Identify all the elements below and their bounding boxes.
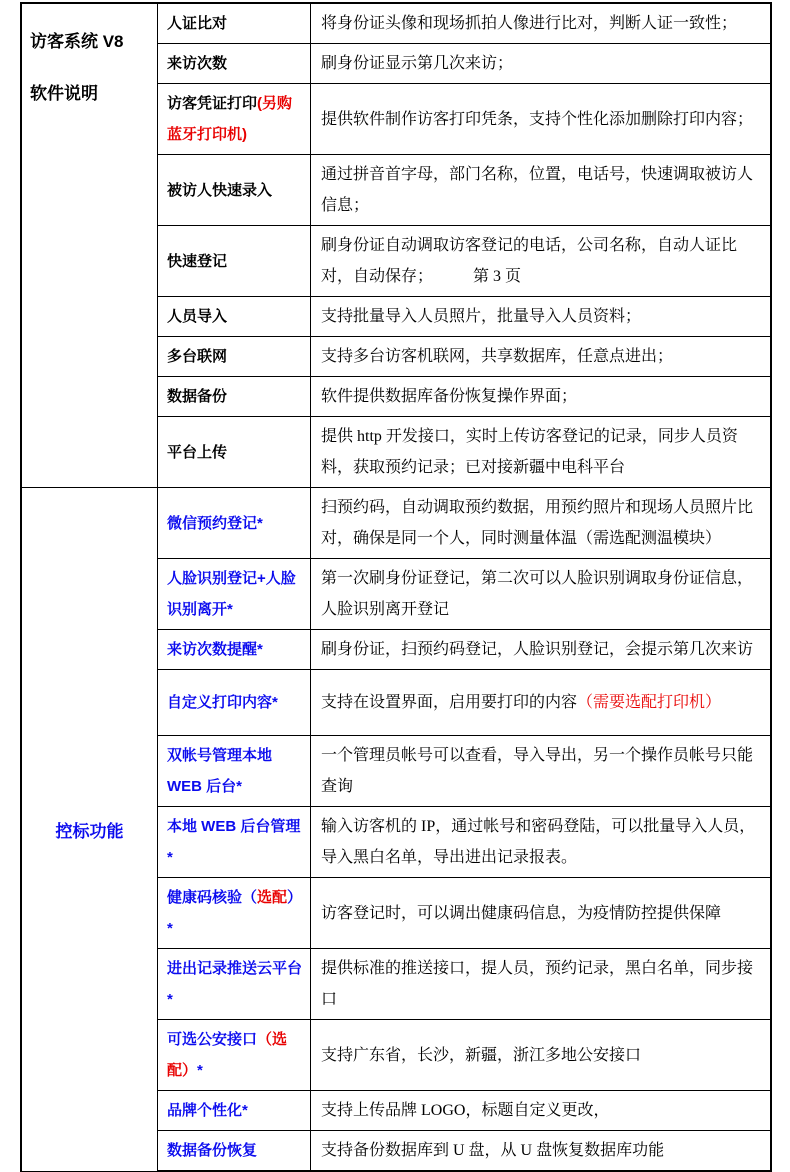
feature-desc-cell [311, 1131, 772, 1172]
feature-desc-cell [311, 1091, 772, 1131]
text-part: 第一次刷身份证登记，第二次可以人脸识别调取身份证信息，人脸识别离开登记 [321, 570, 754, 618]
text-part: 选配 [257, 889, 288, 906]
feature-name-cell [158, 1020, 311, 1091]
feature-desc-cell [311, 559, 772, 630]
text-part: 人脸识别登记+人脸识别离开* [167, 570, 296, 618]
feature-desc-cell [311, 949, 772, 1020]
text-part: 通过拼音首字母，部门名称，位置，电话号，快速调取被访人信息； [321, 166, 754, 214]
feature-name-cell [158, 736, 311, 807]
feature-name-cell [158, 3, 311, 44]
text-part: 品牌个性化* [167, 1102, 248, 1119]
feature-desc-cell [311, 670, 772, 736]
feature-desc-cell [311, 736, 772, 807]
feature-name-cell [158, 807, 311, 878]
feature-desc-cell [311, 84, 772, 155]
visitor-system-spec-table [20, 2, 772, 1172]
text-part: 双帐号管理本地 WEB 后台* [167, 747, 273, 795]
feature-name-cell [158, 630, 311, 670]
table-row [21, 488, 771, 559]
feature-name-cell [158, 297, 311, 337]
feature-desc-cell [311, 377, 772, 417]
section-title-line: 控标功能 [55, 821, 124, 841]
feature-name-cell [158, 417, 311, 488]
feature-desc-cell [311, 488, 772, 559]
text-part: * [197, 1062, 203, 1079]
section-header-control-features [21, 488, 158, 1172]
text-part: 刷身份证自动调取访客登记的电话，公司名称，自动人证比对，自动保存； 第 3 页 [321, 237, 738, 285]
text-part: 多台联网 [167, 348, 228, 365]
feature-name-cell [158, 226, 311, 297]
text-part: 数据备份 [167, 388, 228, 405]
feature-desc-cell [311, 630, 772, 670]
feature-desc-cell [311, 226, 772, 297]
text-part: 支持多台访客机联网，共享数据库，任意点进出； [321, 348, 674, 365]
text-part: 数据备份恢复 [167, 1142, 258, 1159]
text-part: 输入访客机的 IP，通过帐号和密码登陆，可以批量导入人员，导入黑白名单，导出进出记录报表。 [321, 818, 756, 866]
text-part: 来访次数 [167, 55, 228, 72]
text-part: 刷身份证显示第几次来访； [321, 55, 514, 72]
text-part: 平台上传 [167, 443, 228, 461]
spec-table-body [21, 3, 771, 1171]
table-row [21, 3, 771, 44]
feature-name-cell [158, 337, 311, 377]
text-part: 微信预约登记* [167, 514, 263, 532]
text-part: 刷身份证，扫预约码登记，人脸识别登记，会提示第几次来访 [321, 641, 754, 658]
section-title-line: 访客系统 V8 [30, 32, 124, 51]
text-part: (另购蓝牙打印机) [167, 95, 293, 143]
feature-desc-cell [311, 1020, 772, 1091]
text-part: 扫预约码，自动调取预约数据，用预约照片和现场人员照片比对，确保是同一个人，同时测量体温（需选配测温模块） [321, 499, 754, 547]
feature-desc-cell [311, 297, 772, 337]
feature-desc-cell [311, 155, 772, 226]
section-title-line: 软件说明 [30, 84, 98, 103]
text-part: 支持备份数据库到 U 盘，从 U 盘恢复数据库功能 [321, 1142, 665, 1159]
feature-name-cell [158, 559, 311, 630]
feature-name-cell [158, 377, 311, 417]
text-part: 访客凭证打印 [167, 95, 258, 112]
feature-name-cell [158, 949, 311, 1020]
text-part: 将身份证头像和现场抓拍人像进行比对，判断人证一致性； [321, 15, 738, 32]
text-part: 本地 WEB 后台管理* [167, 818, 301, 866]
feature-desc-cell [311, 417, 772, 488]
text-part: 支持上传品牌 LOGO，标题自定义更改， [321, 1102, 610, 1119]
feature-desc-cell [311, 337, 772, 377]
text-part: 健康码核验（ [167, 889, 258, 906]
text-part: （选配） [167, 1031, 288, 1079]
text-part: 人证比对 [167, 15, 228, 32]
text-part: 支持批量导入人员照片，批量导入人员资料； [321, 308, 642, 325]
text-part: 提供 http 开发接口，实时上传访客登记的记录，同步人员资料，获取预约记录；已对接新疆中电科平台 [321, 428, 738, 476]
text-part: 可选公安接口 [167, 1031, 258, 1048]
feature-name-cell [158, 1091, 311, 1131]
text-part: 支持广东省，长沙，新疆，浙江多地公安接口 [321, 1046, 642, 1064]
feature-name-cell [158, 155, 311, 226]
text-part: 自定义打印内容* [167, 694, 278, 711]
text-part: 一个管理员帐号可以查看，导入导出，另一个操作员帐号只能查询 [321, 747, 754, 795]
feature-desc-cell [311, 807, 772, 878]
text-part: 提供标准的推送接口，提人员，预约记录，黑白名单，同步接口 [321, 960, 754, 1008]
text-part: 软件提供数据库备份恢复操作界面； [321, 388, 578, 405]
text-part: 人员导入 [167, 308, 228, 325]
text-part: ）* [167, 889, 303, 937]
feature-name-cell [158, 1131, 311, 1172]
feature-desc-cell [311, 3, 772, 44]
text-part: 访客登记时，可以调出健康码信息，为疫情防控提供保障 [321, 904, 722, 922]
feature-name-cell [158, 878, 311, 949]
text-part: 被访人快速录入 [167, 181, 273, 199]
feature-name-cell [158, 488, 311, 559]
feature-name-cell [158, 44, 311, 84]
text-part: 提供软件制作访客打印凭条，支持个性化添加删除打印内容； [321, 110, 754, 128]
feature-name-cell [158, 84, 311, 155]
text-part: （需要选配打印机） [577, 694, 722, 711]
text-part: 进出记录推送云平台* [167, 960, 303, 1008]
feature-desc-cell [311, 44, 772, 84]
feature-desc-cell [311, 878, 772, 949]
text-part: 来访次数提醒* [167, 641, 263, 658]
feature-name-cell [158, 670, 311, 736]
section-header-software-spec [21, 3, 158, 488]
text-part: 支持在设置界面，启用要打印的内容 [321, 694, 578, 711]
text-part: 快速登记 [167, 252, 228, 270]
